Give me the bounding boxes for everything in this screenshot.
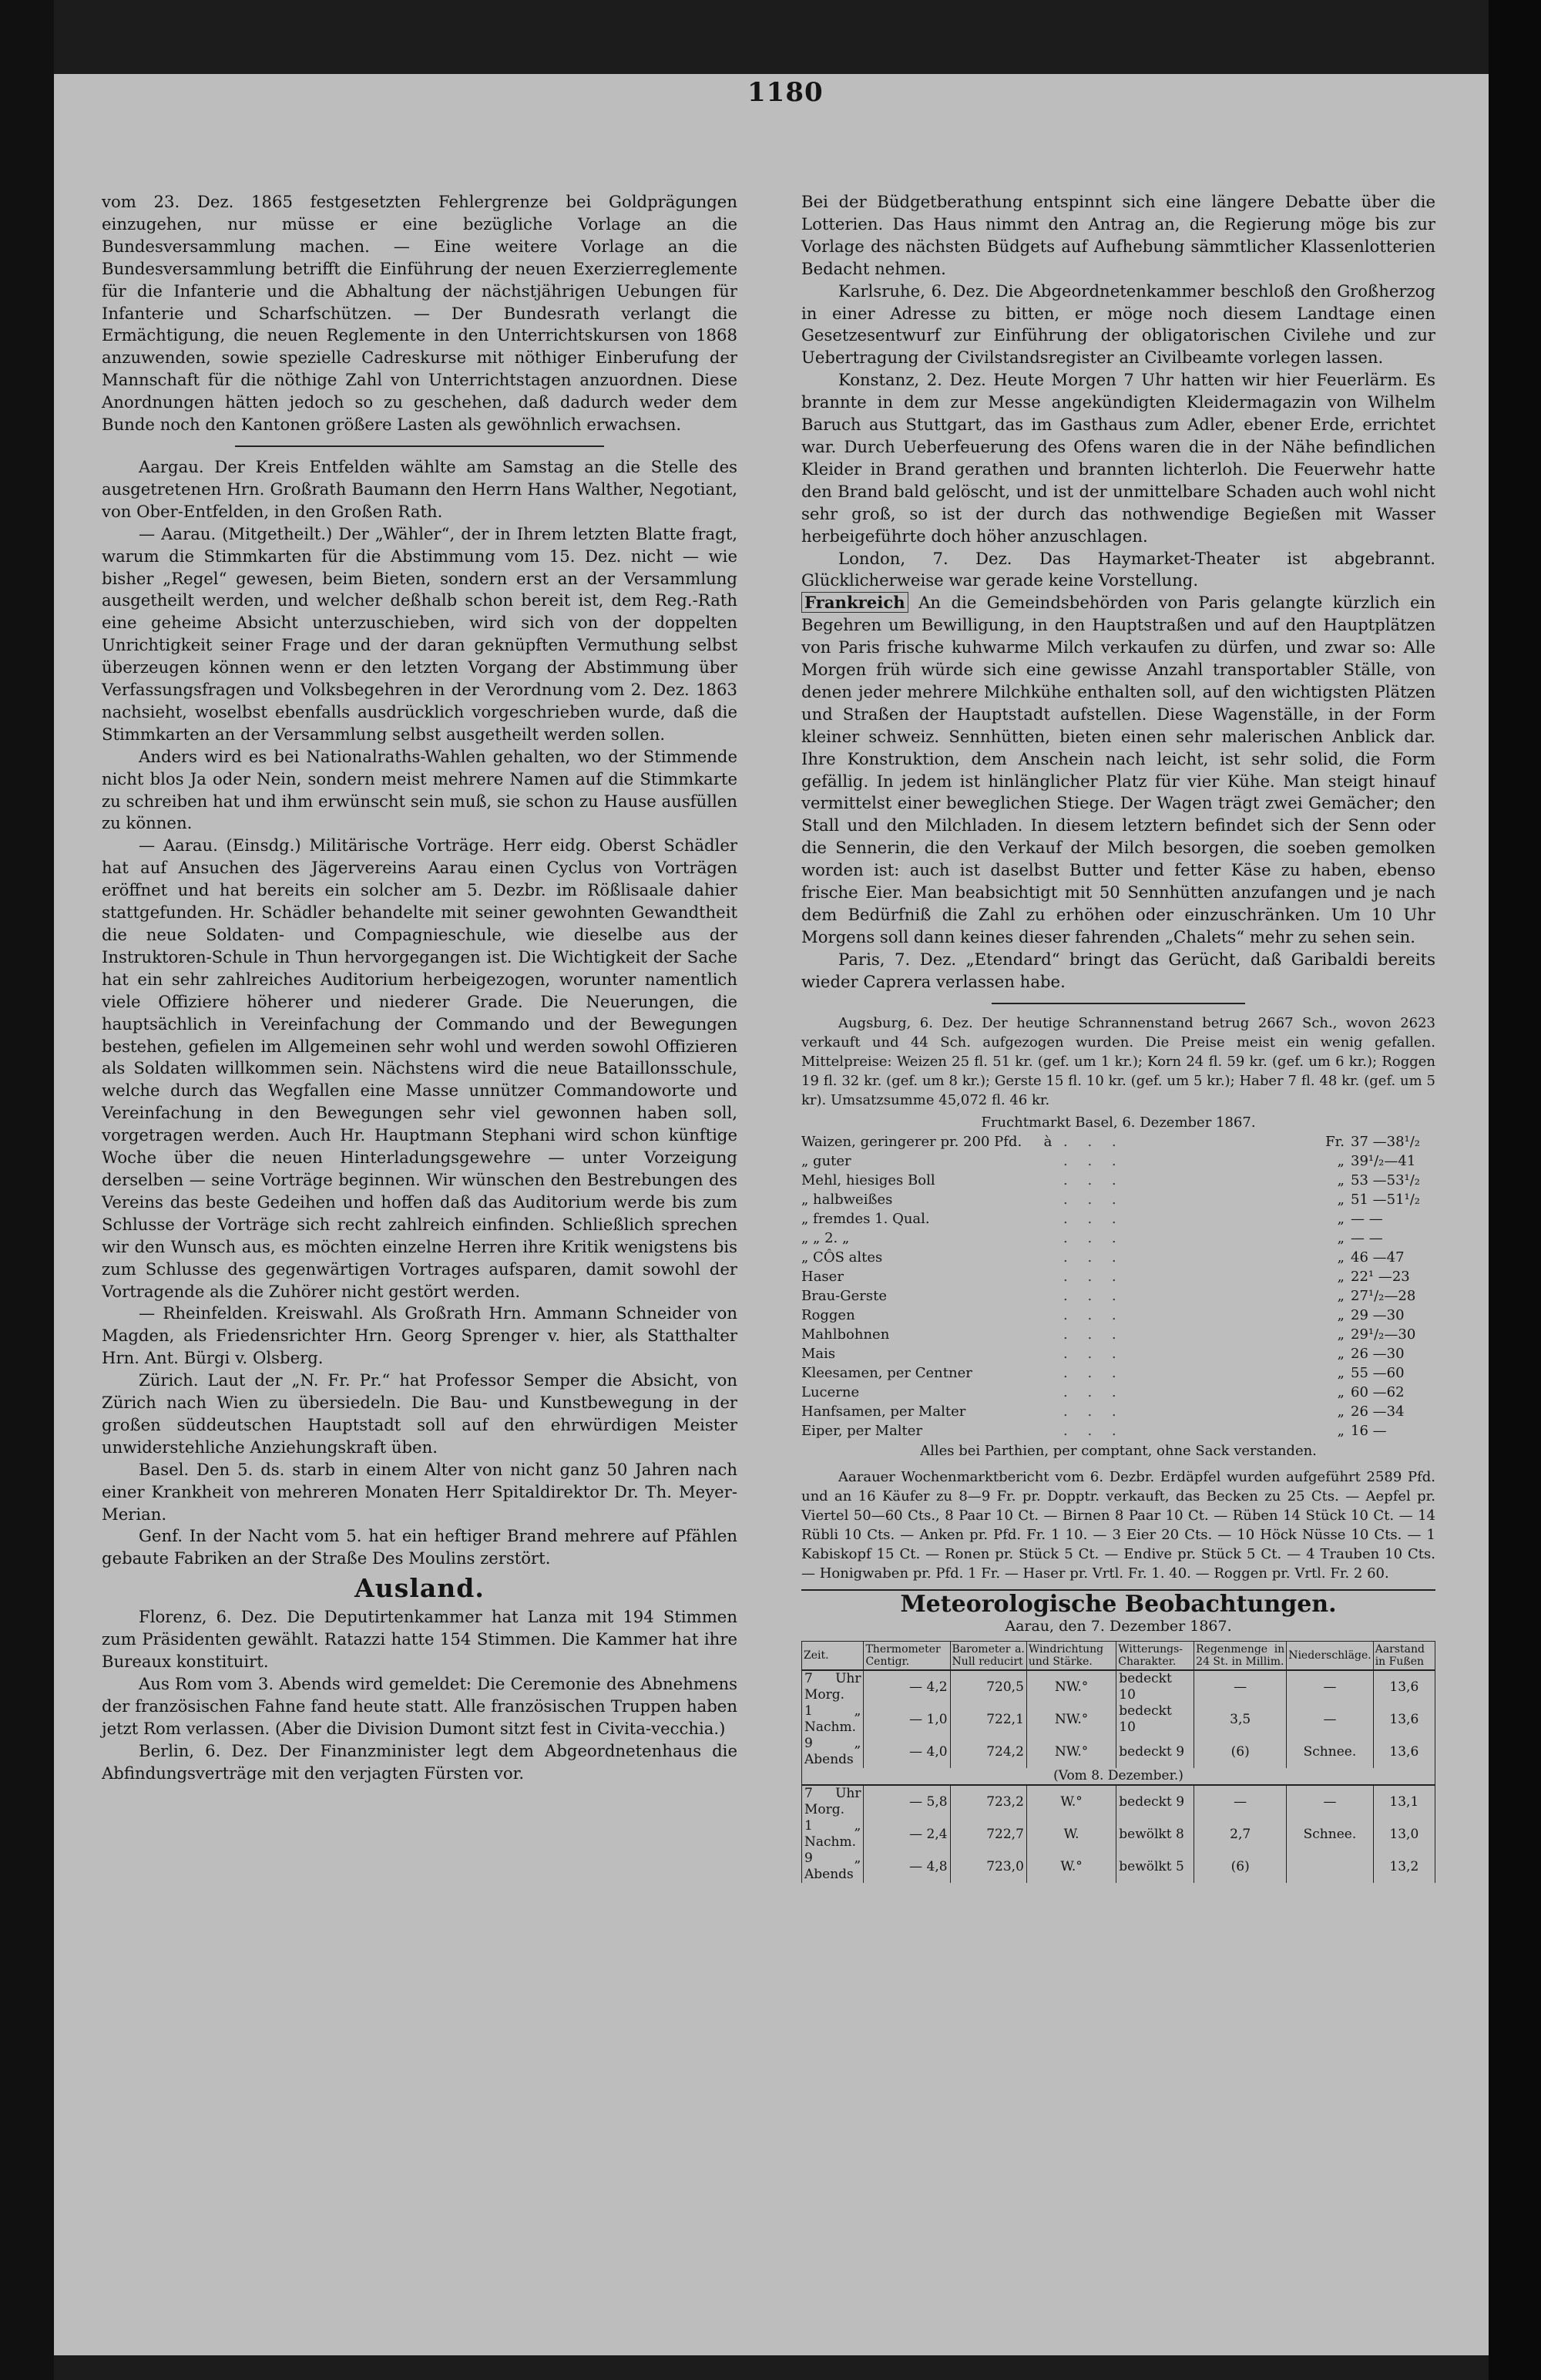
leader-dots: . . .: [1063, 1287, 1124, 1304]
meteorology-row: [802, 1851, 1435, 1883]
frankreich-text: An die Gemeindsbehörden von Paris gelangte kürzlich ein Begehren um Bewilligung, in den Hauptstraßen und auf den Hauptplätzen von Paris frische kuhwarme Milch verkaufen zu dürfen, und zwar so: Alle Morgen früh würde sich eine gewisse Anzahl transportabler Ställe, von denen jeder mehrere Milchkühe enthalten soll, auf den wichtigsten Plätzen und Straßen der Hauptstadt aufstellen. Diese Wagenställe, in der Form kleiner schweiz. Sennhütten, bieten einen sehr malerischen Anblick dar. Ihre Konstruktion, dem Anschein nach leicht, ist sehr solid, die Form gefällig. In jedem ist hinlänglicher Platz für vier Kühe. Man steigt hinauf vermittelst einer beweglichen Stiege. Der Wagen trägt zwei Gemächer; den Stall und den Milchladen. In diesem letztern befindet sich der Senn oder die Sennerin, die den Verkauf der Milch besorgen, die soeben gemolken worden ist: auch ist daselbst Butter und fetter Käse zu haben, ebenso frische Eier. Man beabsichtigt mit 50 Sennhütten anzufangen und je nach dem Bedürfniß die Zahl zu erhöhen oder einzuschränken. Um 10 Uhr Morgens soll dann keines dieser fahrenden „Chalets“ mehr zu sehen sein.: [801, 593, 1435, 946]
fruchtmarkt-product: „ fremdes 1. Qual.: [801, 1210, 930, 1227]
fruchtmarkt-row: [801, 1132, 1435, 1151]
article-aargau-entfelden: Aargau. Der Kreis Entfelden wählte am Samstag an die Stelle des ausgetretenen Hrn. Großrath Baumann den Herrn Hans Walther, Negotiant, von Ober-Entfelden, in den Großen Rath.: [102, 456, 737, 521]
fruchtmarkt-row: [801, 1383, 1435, 1402]
page-number: 1180: [747, 77, 824, 108]
meteorology-weather: bewölkt 5: [1116, 1851, 1194, 1883]
meteorology-time: 7 Uhr Morg.: [802, 1785, 864, 1818]
fruchtmarkt-row: [801, 1421, 1435, 1440]
fruchtmarkt-unit: à: [1043, 1133, 1053, 1150]
fruchtmarkt-row: [801, 1151, 1435, 1171]
meteorology-wind: NW.°: [1026, 1736, 1116, 1768]
fruchtmarkt-product: Lucerne: [801, 1383, 860, 1400]
meteorology-weather: bedeckt 10: [1116, 1703, 1194, 1736]
fruchtmarkt-unit: [1032, 1171, 1063, 1190]
meteorology-rain: (6): [1194, 1736, 1287, 1768]
meteorology-row: [802, 1703, 1435, 1736]
fruchtmarkt-price: 51 —51¹/₂: [1351, 1191, 1421, 1208]
fruchtmarkt-row: [801, 1248, 1435, 1267]
fruchtmarkt-fr: „: [1337, 1249, 1345, 1266]
meteorology-row: [802, 1785, 1435, 1818]
article-paris: Paris, 7. Dez. „Etendard“ bringt das Gerücht, daß Garibaldi bereits wieder Caprera verlassen habe.: [801, 949, 1435, 991]
article-genf: Genf. In der Nacht vom 5. hat ein heftiger Brand mehrere auf Pfählen gebaute Fabriken an der Straße Des Moulins zerstört.: [102, 1526, 737, 1568]
fruchtmarkt-product: Mais: [801, 1345, 836, 1362]
leader-dots: . . .: [1063, 1403, 1124, 1420]
meteorology-baro: 722,7: [950, 1818, 1026, 1851]
fruchtmarkt-unit: [1032, 1363, 1063, 1383]
leader-dots: . . .: [1063, 1133, 1124, 1150]
fruchtmarkt-fr: „: [1337, 1306, 1345, 1323]
fruchtmarkt-fr: „: [1337, 1152, 1345, 1169]
article-konstanz: Konstanz, 2. Dez. Heute Morgen 7 Uhr hatten wir hier Feuerlärm. Es brannte in dem zur Messe angekündigten Kleidermagazin von Wilhelm Baruch aus Stuttgart, das im Gasthaus zum Adler, ebener Erde, errichtet war. Durch Ueberfeuerung des Ofens waren die in der Nähe befindlichen Kleider in Brand gerathen und brannten lichterloh. Die Feuerwehr hatte den Brand bald gelöscht, und ist der unmittelbare Schaden auch wohl nicht sehr groß, so ist der durch das nothwendige Begießen mit Wasser herbeigeführte doch höher anzuschlagen.: [801, 370, 1435, 546]
fruchtmarkt-price: 29 —30: [1351, 1306, 1405, 1323]
fruchtmarkt-fr: „: [1337, 1364, 1345, 1381]
fruchtmarkt-price: — —: [1351, 1210, 1383, 1227]
meteorology-header: Windrichtung und Stärke.: [1026, 1642, 1116, 1671]
article-nationalrathswahlen: Anders wird es bei Nationalraths-Wahlen gehalten, wo der Stimmende nicht blos Ja oder Nein, sondern meist mehrere Namen auf die Stimmkarte zu schreiben hat und ihm erwünscht sein muß, sie schon zu Hause ausfüllen zu können.: [102, 746, 737, 833]
fruchtmarkt-unit: [1032, 1402, 1063, 1421]
article-aarau-stimmkarten: — Aarau. (Mitgetheilt.) Der „Wähler“, der in Ihrem letzten Blatte fragt, warum die Stimmkarten für die Abstimmung vom 15. Dez. nicht — wie bisher „Regel“ gewesen, beim Bieten, sondern erst an der Versammlung ausgetheilt werden, und welcher deßhalb schon bereit ist, dem Reg.-Rath eine geheime Absicht unterzuschieben, wird sich von der doppelten Unrichtigkeit seiner Frage und der daran geknüpften Vermuthung selbst überzeugen können wenn er den letzten Vorgang der Abstimmung über Verfassungsfragen und Volksbegehren in der Verordnung vom 2. Dez. 1863 nachsieht, woselbst ebenfalls ausdrücklich vorgeschrieben wurde, daß die Stimmkarten an der Versammlung selbst ausgetheilt werden sollen.: [102, 523, 737, 744]
meteorology-table: [801, 1641, 1435, 1883]
meteorology-aar: 13,2: [1373, 1851, 1435, 1883]
leader-dots: . . .: [1063, 1229, 1124, 1246]
fruchtmarkt-price: 53 —53¹/₂: [1351, 1172, 1421, 1188]
section-heading-ausland: Ausland.: [354, 1573, 485, 1604]
meteorology-precip: —: [1287, 1670, 1374, 1703]
leader-dots: . . .: [1063, 1249, 1124, 1266]
meteorology-thermo: — 1,0: [864, 1703, 950, 1736]
meteorology-weather: bedeckt 10: [1116, 1670, 1194, 1703]
meteorology-baro: 722,1: [950, 1703, 1026, 1736]
meteorology-rain: —: [1194, 1785, 1287, 1818]
article-london: London, 7. Dez. Das Haymarket-Theater ist abgebrannt. Glücklicherweise war gerade keine Vorstellung.: [801, 548, 1435, 590]
meteorology-thermo: — 4,8: [864, 1851, 950, 1883]
meteorology-aar: 13,0: [1373, 1818, 1435, 1851]
fruchtmarkt-price: — —: [1351, 1229, 1383, 1246]
meteorology-aar: 13,6: [1373, 1670, 1435, 1703]
meteorology-wind: NW.°: [1026, 1670, 1116, 1703]
scan-border-right: [1489, 0, 1541, 2380]
meteorology-aar: 13,6: [1373, 1703, 1435, 1736]
meteorology-weather: bedeckt 9: [1116, 1785, 1194, 1818]
fruchtmarkt-price: 46 —47: [1351, 1249, 1405, 1266]
fruchtmarkt-price: 55 —60: [1351, 1364, 1405, 1381]
fruchtmarkt-unit: [1032, 1325, 1063, 1344]
meteorology-baro: 724,2: [950, 1736, 1026, 1768]
meteorology-title: Meteorologische Beobachtungen.: [801, 1589, 1435, 1616]
meteorology-header: Regenmenge in 24 St. in Millim.: [1194, 1642, 1287, 1671]
fruchtmarkt-note: Alles bei Parthien, per comptant, ohne Sack verstanden.: [920, 1442, 1317, 1459]
fruchtmarkt-unit: [1032, 1344, 1063, 1363]
fruchtmarkt-row: [801, 1209, 1435, 1229]
meteorology-precip: —: [1287, 1785, 1374, 1818]
fruchtmarkt-product: Waizen, geringerer pr. 200 Pfd.: [801, 1133, 1022, 1150]
meteorology-thermo: — 5,8: [864, 1785, 950, 1818]
fruchtmarkt-product: Brau-Gerste: [801, 1287, 887, 1304]
fruchtmarkt-fr: „: [1337, 1191, 1345, 1208]
article-militaerische-vortraege: — Aarau. (Einsdg.) Militärische Vorträge. Herr eidg. Oberst Schädler hat auf Ansuchen des Jägervereins Aarau einen Cyclus von Vorträgen eröffnet und hat bereits ein solcher am 5. Dezbr. im Rößlisaale dahier stattgefunden. Hr. Schädler behandelte mit seiner gewohnten Gewandtheit die neue Soldaten- und Compagnieschule, wie dieselbe aus der Instruktoren-Schule in Thun hervorgegangen ist. Die Wichtigkeit der Sache hat ein sehr zahlreiches Auditorium herbeigezogen, worunter namentlich viele Offiziere höherer und niederer Grade. Die Neuerungen, die hauptsächlich in Vereinfachung der Commando und der Bewegungen bestehen, gefielen im Allgemeinen sehr wohl und werden sowohl Offizieren als Soldaten willkommen sein. Nächstens wird die neue Bataillonsschule, welche durch das Wegfallen eine Masse unnützer Commandoworte und Vereinfachung in den Bewegungen sehr viel gewonnen haben soll, vorgetragen werden. Auch Hr. Hauptmann Stephani wird schon künftige Woche über die neuen Hinterladungsgewehre — unter Vorzeigung derselben — seine Vorträge beginnen. Wir wünschen den Bestrebungen des Vereins das beste Gedeihen und hoffen daß das Auditorium werde bis zum Schlusse der Vorträge sich recht zahlreich einfinden. Schließlich sprechen wir den Wunsch aus, es möchten einzelne Herren ihre Kritik wenigstens bis zum Schlusse des gegenwärtigen Vortrages aufsparen, damit sowohl der Vortragende als die Zuhörer nicht gestört werden.: [102, 835, 737, 1301]
article-bundesrath-continued: vom 23. Dez. 1865 festgesetzten Fehlergrenze bei Goldprägungen einzugehen, nur müsse er eine bezügliche Vorlage an die Bundesversammlung machen. — Eine weitere Vorlage an die Bundesversammlung betrifft die Einführung der neuen Exerzierreglemente für die Infanterie und die Abhaltung der nächstjährigen Uebungen für Infanterie und Scharfschützen. — Der Bundesrath verlangt die Ermächtigung, die neuen Reglemente in den Unterrichtskursen von 1868 anzuwenden, sowie spezielle Cadreskurse mit nöthiger Einberufung der Mannschaft für die nöthige Zahl von Unterrichtstagen anzuordnen. Diese Anordnungen hätten jedoch so zu geschehen, daß dadurch weder dem Bunde noch den Kantonen größere Lasten als gewöhnlich erwachsen.: [102, 192, 737, 435]
fruchtmarkt-price: 22¹ —23: [1351, 1268, 1410, 1285]
fruchtmarkt-fr: Fr.: [1325, 1133, 1345, 1150]
meteorology-weather: bewölkt 8: [1116, 1818, 1194, 1851]
article-frankreich: [801, 592, 1435, 949]
meteorology-aar: 13,1: [1373, 1785, 1435, 1818]
leader-dots: . . .: [1063, 1152, 1124, 1169]
leader-dots: . . .: [1063, 1364, 1124, 1381]
fruchtmarkt-fr: „: [1337, 1422, 1345, 1439]
leader-dots: . . .: [1063, 1268, 1124, 1285]
meteorology-rain: —: [1194, 1670, 1287, 1703]
meteorology-row: [802, 1818, 1435, 1851]
fruchtmarkt-product: Haser: [801, 1268, 844, 1285]
meteorology-header: Thermometer Centigr.: [864, 1642, 950, 1671]
fruchtmarkt-product: Roggen: [801, 1306, 855, 1323]
fruchtmarkt-fr: „: [1337, 1268, 1345, 1285]
fruchtmarkt-product: „ halbweißes: [801, 1191, 893, 1208]
fruchtmarkt-price: 29¹/₂—30: [1351, 1326, 1416, 1343]
fruchtmarkt-table: [801, 1132, 1435, 1440]
fruchtmarkt-product: „ „ 2. „: [801, 1229, 850, 1246]
article-buedgetberathung: Bei der Büdgetberathung entspinnt sich eine längere Debatte über die Lotterien. Das Haus nimmt den Antrag an, die Regierung möge bis zur Vorlage des nächsten Büdgets auf Aufhebung sämmtlicher Klassenlotterien Bedacht nehmen.: [801, 192, 1435, 278]
meteorology-header: Zeit.: [802, 1642, 864, 1671]
fruchtmarkt-row: [801, 1171, 1435, 1190]
fruchtmarkt-fr: „: [1337, 1287, 1345, 1304]
article-rheinfelden: — Rheinfelden. Kreiswahl. Als Großrath Hrn. Ammann Schneider von Magden, als Friedensrichter Hrn. Georg Sprenger v. hier, als Statthalter Hrn. Ant. Bürgi v. Olsberg.: [102, 1303, 737, 1368]
fruchtmarkt-unit: [1032, 1190, 1063, 1209]
leader-dots: . . .: [1063, 1191, 1124, 1208]
meteorology-header: Niederschläge.: [1287, 1642, 1374, 1671]
fruchtmarkt-product: Mahlbohnen: [801, 1326, 890, 1343]
meteorology-wind: W.: [1026, 1818, 1116, 1851]
fruchtmarkt-title: Fruchtmarkt Basel, 6. Dezember 1867.: [981, 1114, 1256, 1131]
scan-border-left: [0, 0, 54, 2380]
fruchtmarkt-row: [801, 1325, 1435, 1344]
fruchtmarkt-row: [801, 1344, 1435, 1363]
fruchtmarkt-unit: [1032, 1286, 1063, 1306]
fruchtmarkt-fr: „: [1337, 1326, 1345, 1343]
article-berlin: Berlin, 6. Dez. Der Finanzminister legt dem Abgeordnetenhaus die Abfindungsverträge mit den verjagten Fürsten vor.: [102, 1740, 737, 1783]
fruchtmarkt-price: 26 —34: [1351, 1403, 1405, 1420]
meteorology-baro: 723,2: [950, 1785, 1026, 1818]
fruchtmarkt-product: „ CÔS altes: [801, 1249, 883, 1266]
meteorology-note: (Vom 8. Dezember.): [802, 1768, 1435, 1785]
fruchtmarkt-fr: „: [1337, 1383, 1345, 1400]
article-zuerich: Zürich. Laut der „N. Fr. Pr.“ hat Professor Semper die Absicht, von Zürich nach Wien zu übersiedeln. Die Bau- und Kunstbewegung in der großen süddeutschen Hauptstadt soll auf den ehrwürdigen Meister unwiderstehliche Anziehungskraft üben.: [102, 1370, 737, 1457]
meteorology-thermo: — 4,2: [864, 1670, 950, 1703]
fruchtmarkt-product: „ guter: [801, 1152, 851, 1169]
fruchtmarkt-price: 26 —30: [1351, 1345, 1405, 1362]
fruchtmarkt-price: 60 —62: [1351, 1383, 1405, 1400]
fruchtmarkt-unit: [1032, 1306, 1063, 1325]
fruchtmarkt-unit: [1032, 1383, 1063, 1402]
leader-dots: . . .: [1063, 1210, 1124, 1227]
meteorology-rain: 3,5: [1194, 1703, 1287, 1736]
meteorology-precip: Schnee.: [1287, 1818, 1374, 1851]
meteorology-time: 1 „ Nachm.: [802, 1818, 864, 1851]
market-augsburg: Augsburg, 6. Dez. Der heutige Schrannenstand betrug 2667 Sch., wovon 2623 verkauft und 44 Sch. aufgezogen wurden. Die Preise meist ein wenig gefallen. Mittelpreise: Weizen 25 fl. 51 kr. (gef. um 1 kr.); Korn 24 fl. 59 kr. (gef. um 6 kr.); Roggen 19 fl. 32 kr. (gef. um 8 kr.); Gerste 15 fl. 10 kr. (gef. um 5 kr.); Haber 7 fl. 48 kr. (gef. um 5 kr). Umsatzsumme 45,072 fl. 46 kr.: [801, 1014, 1435, 1108]
right-column: [801, 191, 1435, 1883]
fruchtmarkt-product: Eiper, per Malter: [801, 1422, 923, 1439]
column-divider: [235, 445, 604, 447]
fruchtmarkt-row: [801, 1267, 1435, 1286]
meteorology-precip: Schnee.: [1287, 1736, 1374, 1768]
article-florenz: Florenz, 6. Dez. Die Deputirtenkammer hat Lanza mit 194 Stimmen zum Präsidenten gewählt. Ratazzi hatte 154 Stimmen. Die Kammer hat ihre Bureaux konstituirt.: [102, 1607, 737, 1671]
fruchtmarkt-price: 27¹/₂—28: [1351, 1287, 1416, 1304]
fruchtmarkt-row: [801, 1190, 1435, 1209]
meteorology-weather: bedeckt 9: [1116, 1736, 1194, 1768]
fruchtmarkt-price: 16 —: [1351, 1422, 1387, 1439]
article-rom: Aus Rom vom 3. Abends wird gemeldet: Die Ceremonie des Abnehmens der französischen Fahne fand heute statt. Alle französischen Truppen haben jetzt Rom verlassen. (Aber die Division Dumont sitzt fest in Civita-vecchia.): [102, 1673, 737, 1738]
leader-dots: . . .: [1063, 1345, 1124, 1362]
leader-dots: . . .: [1063, 1172, 1124, 1188]
meteorology-header: Barometer a. Null reducirt: [950, 1642, 1026, 1671]
fruchtmarkt-product: Kleesamen, per Centner: [801, 1364, 972, 1381]
meteorology-precip: [1287, 1851, 1374, 1883]
fruchtmarkt-row: [801, 1402, 1435, 1421]
fruchtmarkt-fr: „: [1337, 1345, 1345, 1362]
article-karlsruhe: Karlsruhe, 6. Dez. Die Abgeordnetenkammer beschloß den Großherzog in einer Adresse zu bitten, er möge noch diesem Landtage einen Gesetzesentwurf zur Einführung der obligatorischen Civilehe und zur Uebertragung der Civilstandsregister an Civilbeamte vorlegen lassen.: [801, 281, 1435, 368]
meteorology-time: 1 „ Nachm.: [802, 1703, 864, 1736]
fruchtmarkt-row: [801, 1229, 1435, 1248]
fruchtmarkt-unit: [1032, 1248, 1063, 1267]
left-column: [102, 191, 737, 1784]
meteorology-precip: —: [1287, 1703, 1374, 1736]
meteorology-row: [802, 1736, 1435, 1768]
column-divider: [992, 1003, 1245, 1004]
meteorology-row: [802, 1670, 1435, 1703]
meteorology-header: Aarstand in Fußen: [1373, 1642, 1435, 1671]
fruchtmarkt-fr: „: [1337, 1210, 1345, 1227]
fruchtmarkt-price: 37 —38¹/₂: [1351, 1133, 1421, 1150]
fruchtmarkt-row: [801, 1363, 1435, 1383]
fruchtmarkt-row: [801, 1306, 1435, 1325]
meteorology-wind: W.°: [1026, 1785, 1116, 1818]
meteorology-thermo: — 4,0: [864, 1736, 950, 1768]
fruchtmarkt-fr: „: [1337, 1403, 1345, 1420]
meteorology-thermo: — 2,4: [864, 1818, 950, 1851]
meteorology-baro: 723,0: [950, 1851, 1026, 1883]
leader-dots: . . .: [1063, 1383, 1124, 1400]
fruchtmarkt-row: [801, 1286, 1435, 1306]
fruchtmarkt-unit: [1032, 1229, 1063, 1248]
fruchtmarkt-unit: [1032, 1151, 1063, 1171]
meteorology-rain: 2,7: [1194, 1818, 1287, 1851]
leader-dots: . . .: [1063, 1422, 1124, 1439]
meteorology-wind: W.°: [1026, 1851, 1116, 1883]
fruchtmarkt-fr: „: [1337, 1172, 1345, 1188]
fruchtmarkt-unit: [1032, 1209, 1063, 1229]
meteorology-wind: NW.°: [1026, 1703, 1116, 1736]
fruchtmarkt-product: Hanfsamen, per Malter: [801, 1403, 966, 1420]
meteorology-aar: 13,6: [1373, 1736, 1435, 1768]
meteorology-time: 9 „ Abends: [802, 1851, 864, 1883]
article-basel: Basel. Den 5. ds. starb in einem Alter von nicht ganz 50 Jahren nach einer Krankheit von mehreren Monaten Herr Spitaldirektor Dr. Th. Meyer-Merian.: [102, 1459, 737, 1524]
meteorology-baro: 720,5: [950, 1670, 1026, 1703]
meteorology-header: Witterungs-Charakter.: [1116, 1642, 1194, 1671]
leader-dots: . . .: [1063, 1326, 1124, 1343]
meteorology-subtitle: Aarau, den 7. Dezember 1867.: [1005, 1618, 1232, 1635]
frankreich-label: Frankreich: [801, 592, 908, 613]
meteorology-time: 7 Uhr Morg.: [802, 1670, 864, 1703]
fruchtmarkt-fr: „: [1337, 1229, 1345, 1246]
meteorology-time: 9 „ Abends: [802, 1736, 864, 1768]
leader-dots: . . .: [1063, 1306, 1124, 1323]
fruchtmarkt-unit: [1032, 1267, 1063, 1286]
fruchtmarkt-price: 39¹/₂—41: [1351, 1152, 1416, 1169]
market-aarau-wochenmarkt: Aarauer Wochenmarktbericht vom 6. Dezbr. Erdäpfel wurden aufgeführt 2589 Pfd. und an 16 Käufer zu 8—9 Fr. pr. Dopptr. verkauft, das Becken zu 25 Cts. — Aepfel pr. Viertel 50—60 Cts., 8 Paar 10 Ct. — Birnen 8 Paar 10 Ct. — Rüben 14 Stück 10 Ct. — 14 Rübli 10 Cts. — Anken pr. Pfd. Fr. 1 10. — 3 Eier 20 Cts. — 10 Höck Nüsse 10 Cts. — 1 Kabiskopf 15 Ct. — Ronen pr. Stück 5 Ct. — Endive pr. Stück 5 Ct. — 4 Trauben 10 Cts. — Honigwaben pr. Pfd. 1 Fr. — Haser pr. Vrtl. Fr. 1. 40. — Roggen pr. Vrtl. Fr. 2 60.: [801, 1468, 1435, 1582]
fruchtmarkt-unit: [1032, 1421, 1063, 1440]
meteorology-note-row: [802, 1768, 1435, 1785]
fruchtmarkt-product: Mehl, hiesiges Boll: [801, 1172, 935, 1188]
meteorology-rain: (6): [1194, 1851, 1287, 1883]
